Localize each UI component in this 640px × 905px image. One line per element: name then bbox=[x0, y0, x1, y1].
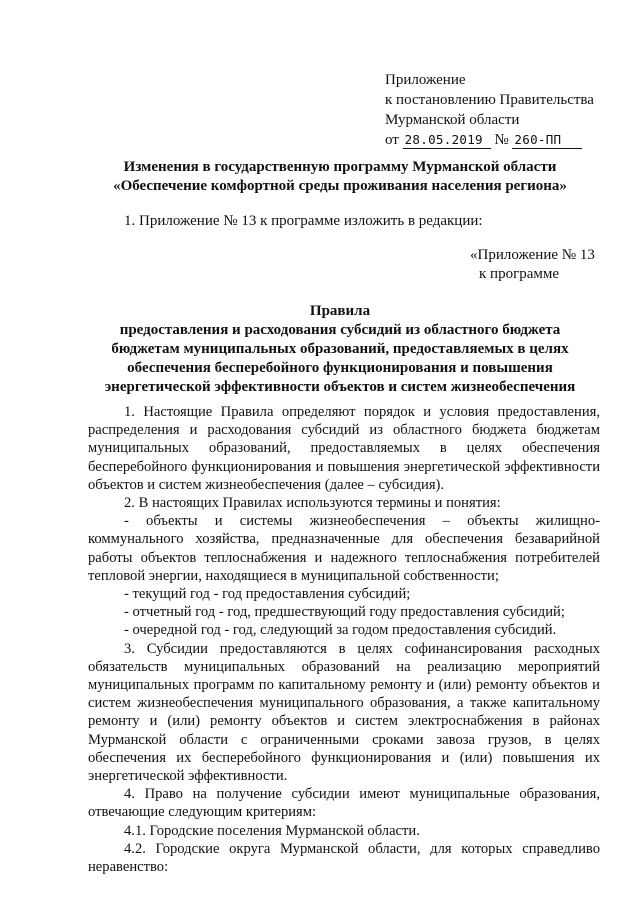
amendments-title-line1: Изменения в государственную программу Мурманской области bbox=[123, 159, 557, 175]
rules-title-line2: предоставления и расходования субсидий из областного бюджета bbox=[119, 322, 561, 338]
paragraph-4-2: 4.2. Городские округа Мурманской области, для которых справедливо неравенство: bbox=[88, 840, 600, 876]
rules-title-line3: бюджетам муниципальных образований, предоставляемых в целях bbox=[111, 341, 569, 357]
paragraph-4: 4. Право на получение субсидии имеют муниципальные образования, отвечающие следующим критериям: bbox=[88, 786, 600, 821]
rules-title-line4: обеспечения бесперебойного функционирования и повышения bbox=[127, 360, 553, 376]
definition-life-support: - объекты и системы жизнеобеспечения – объекты жилищно-коммунального хозяйства, предназначенные для обеспечения безаварийной работы объектов теплоснабжения и надежного теплоснабжения потребителей тепловой энергии, находящиеся в муниципальной собственности; bbox=[88, 513, 600, 584]
paragraph-4-1: 4.1. Городские поселения Мурманской области. bbox=[124, 822, 420, 839]
rules-title-line5: энергетической эффективности объектов и систем жизнеобеспечения bbox=[104, 379, 576, 395]
appendix-ref-line2: к программе bbox=[479, 266, 560, 282]
approval-stamp bbox=[385, 70, 625, 150]
resolution-date: 28.05.2019 bbox=[403, 132, 491, 149]
rules-body bbox=[88, 403, 600, 876]
stamp-line-region: Мурманской области bbox=[385, 112, 520, 128]
definition-current-year: - текущий год - год предоставления субсидий; bbox=[124, 586, 411, 603]
paragraph-3: 3. Субсидии предоставляются в целях софинансирования расходных обязательств муниципальных образований на реализацию мероприятий муниципальных программ по капитальному ремонту и (или) ремонту объектов и систем жизнеобеспечения муниципального образования, а также капитальному ремонту и (или) ремонту объектов и систем электроснабжения в районах Мурманской области с ограниченными сроками завоза грузов, в целях обеспечения их бесперебойного функционирования и (или) повышения их энергетической эффективности. bbox=[88, 640, 600, 785]
definition-next-year: - очередной год - год, следующий за годом предоставления субсидий. bbox=[124, 622, 557, 639]
amendments-title bbox=[80, 158, 600, 196]
number-prefix: № bbox=[494, 132, 509, 148]
date-prefix: от bbox=[385, 132, 399, 148]
appendix-reference bbox=[470, 246, 595, 284]
resolution-number: 260-ПП bbox=[512, 132, 582, 149]
amendments-title-line2: «Обеспечение комфортной среды проживания населения региона» bbox=[113, 178, 567, 194]
rules-title bbox=[80, 302, 600, 397]
paragraph-2: 2. В настоящих Правилах используются термины и понятия: bbox=[124, 495, 501, 512]
definition-reporting-year: - отчетный год - год, предшествующий году предоставления субсидий; bbox=[124, 604, 565, 621]
stamp-line-appendix: Приложение bbox=[385, 72, 466, 88]
stamp-line-date-number bbox=[385, 130, 625, 150]
stamp-line-resolution: к постановлению Правительства bbox=[385, 92, 594, 108]
appendix-ref-line1: «Приложение № 13 bbox=[470, 247, 595, 263]
rules-title-line1: Правила bbox=[309, 303, 371, 319]
paragraph-1: 1. Настоящие Правила определяют порядок и условия предоставления, распределения и расходования субсидий из областного бюджета бюджетам муниципальных образований, предоставляемых в целях обеспечения бесперебойного функционирования и повышения энергетической эффективности объектов и систем жизнеобеспечения (далее – субсидия). bbox=[88, 404, 600, 493]
intro-item: 1. Приложение № 13 к программе изложить в редакции: bbox=[124, 213, 483, 229]
